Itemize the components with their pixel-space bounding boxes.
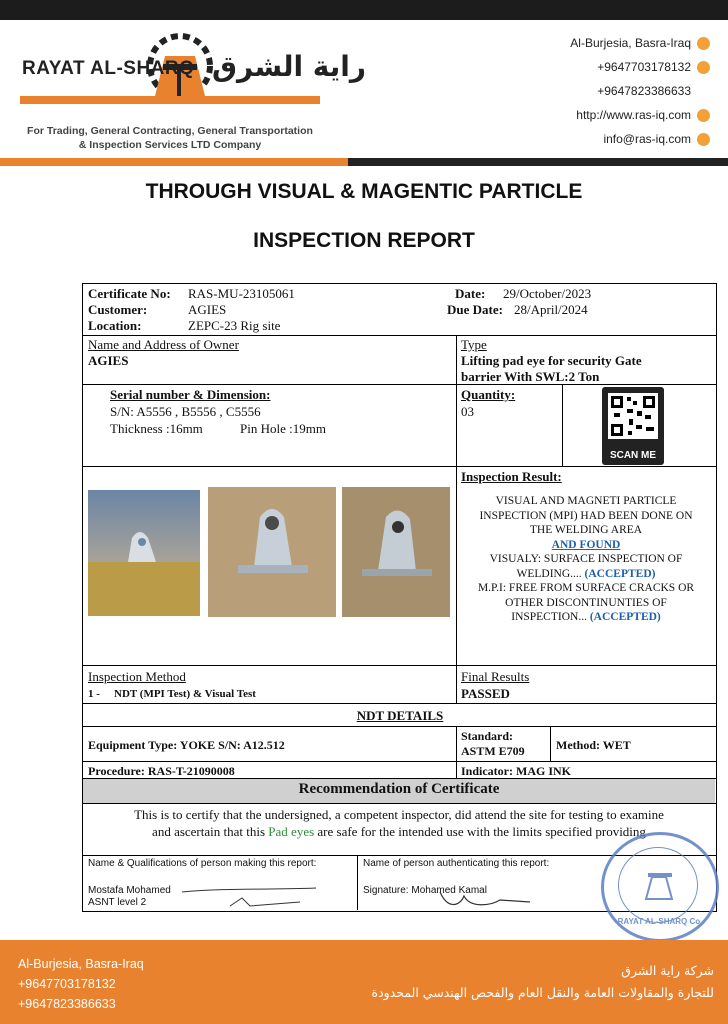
due-date-value: 28/April/2024	[514, 302, 588, 317]
contact-phone-1-text: +9647703178132	[597, 60, 691, 74]
accepted-badge: (ACCEPTED)	[589, 611, 661, 623]
footer-address: Al-Burjesia, Basra-Iraq	[18, 957, 144, 971]
authenticator-signature: Signature: Mohamed Kamal	[363, 885, 487, 896]
date-value: 29/October/2023	[503, 286, 592, 301]
footer-arabic-line-1: شركة راية الشرق	[621, 963, 714, 978]
company-tagline	[20, 124, 320, 152]
quantity-label: Quantity:	[461, 387, 516, 402]
inspection-method-label: Inspection Method	[88, 669, 186, 684]
type-value-line-2: barrier With SWL:2 Ton	[461, 369, 600, 384]
logo-english: RAYAT AL-SHARQ	[22, 58, 195, 79]
result-line: VISUAL AND MAGNETI PARTICLE	[495, 495, 677, 507]
inspector-signature-icon	[180, 884, 320, 910]
serial-label: Serial number & Dimension:	[110, 387, 271, 402]
mail-icon	[697, 133, 710, 146]
footer-phone-2: +9647823386633	[18, 997, 116, 1011]
column-divider	[357, 855, 358, 910]
recommendation-highlight: Pad eyes	[268, 824, 315, 839]
header-accent-bar	[0, 158, 348, 166]
header-dark-bar	[348, 158, 728, 166]
pin-hole-value: Pin Hole :19mm	[240, 421, 326, 436]
report-title-line-1: THROUGH VISUAL & MAGENTIC PARTICLE	[145, 180, 583, 203]
customer-value: AGIES	[188, 302, 227, 317]
globe-icon	[697, 109, 710, 122]
standard-value: ASTM E709	[461, 744, 525, 758]
column-divider	[456, 726, 457, 778]
tagline-line-1: For Trading, General Contracting, General Transportation	[27, 125, 313, 137]
recommendation-text	[83, 806, 715, 840]
date-label: Date:	[455, 286, 486, 301]
result-line: INSPECTION...	[511, 611, 590, 623]
qr-code[interactable]	[602, 387, 664, 465]
accepted-badge: (ACCEPTED)	[584, 567, 656, 580]
column-divider	[550, 726, 551, 761]
contact-email[interactable]	[603, 132, 710, 146]
owner-value: AGIES	[88, 353, 129, 368]
footer-phone-1: +9647703178132	[18, 977, 116, 991]
contact-phone-2	[597, 84, 691, 98]
photo-pad-eye-2	[208, 487, 336, 617]
customer-label: Customer:	[88, 302, 148, 317]
contact-website[interactable]	[576, 108, 710, 122]
footer-arabic	[372, 960, 714, 1004]
divider	[82, 803, 716, 804]
location-pin-icon	[697, 37, 710, 50]
contact-address-text: Al-Burjesia, Basra-Iraq	[570, 36, 691, 50]
divider	[82, 384, 716, 385]
column-divider	[456, 665, 457, 703]
inspection-result-text	[458, 494, 714, 625]
method-number: 1 -	[88, 688, 100, 700]
contact-address	[570, 36, 710, 50]
quantity-value: 03	[461, 404, 474, 419]
thickness-value: Thickness :16mm	[110, 421, 203, 436]
divider	[82, 335, 716, 336]
result-line: WELDING....	[516, 567, 585, 580]
column-divider	[562, 384, 563, 466]
divider	[82, 761, 716, 762]
contact-website-link[interactable]: http://www.ras-iq.com	[576, 108, 691, 122]
stamp-text: RAYAT AL-SHARQ Co.	[617, 917, 703, 926]
standard-label: Standard:	[461, 729, 514, 743]
type-label: Type	[461, 337, 487, 352]
qr-code-icon	[602, 387, 664, 445]
ndt-details-heading: NDT DETAILS	[356, 708, 444, 723]
owner-label: Name and Address of Owner	[88, 337, 239, 352]
recommendation-heading: Recommendation of Certificate	[298, 781, 500, 797]
serial-numbers: S/N: A5556 , B5556 , C5556	[110, 404, 261, 419]
phone-icon	[697, 61, 710, 74]
result-line: OTHER DISCONTINUNTIES OF	[505, 596, 667, 609]
photo-pad-eye-3	[342, 487, 450, 617]
result-line: M.P.I: FREE FROM SURFACE CRACKS OR	[477, 582, 695, 594]
indicator: Indicator: MAG INK	[461, 764, 571, 778]
equipment-type: Equipment Type: YOKE S/N: A12.512	[88, 738, 285, 752]
location-label: Location:	[88, 318, 142, 333]
footer-arabic-line-2: للتجارة والمقاولات العامة والنقل العام والفحص الهندسي المحدودة	[371, 985, 714, 1000]
recommendation-line-2a: and ascertain that this	[152, 824, 269, 839]
divider	[82, 726, 716, 727]
certificate-label: Certificate No:	[88, 286, 171, 301]
contact-phone-2-text: +9647823386633	[597, 84, 691, 98]
type-value-line-1: Lifting pad eye for security Gate	[461, 353, 642, 368]
procedure: Procedure: RAS-T-21090008	[88, 764, 235, 778]
qr-caption: SCAN ME	[609, 450, 657, 461]
contact-phone-1	[597, 60, 710, 74]
footer-contact	[18, 954, 144, 1014]
report-title-line-2: INSPECTION REPORT	[253, 229, 475, 252]
result-line: INSPECTION (MPI) HAD BEEN DONE ON	[479, 509, 693, 522]
column-divider	[456, 335, 457, 665]
authenticator-signature-icon	[420, 884, 540, 910]
stamp-pumpjack-icon	[640, 865, 678, 903]
inspector-name: Mostafa Mohamed	[88, 885, 171, 896]
inspection-method-value: NDT (MPI Test) & Visual Test	[114, 688, 256, 700]
signature-right-label: Name of person authenticating this report:	[363, 858, 550, 869]
inspector-level: ASNT level 2	[88, 897, 147, 908]
divider	[82, 466, 716, 467]
tagline-line-2: & Inspection Services LTD Company	[78, 139, 262, 151]
logo-arabic: راية الشرق	[212, 50, 367, 83]
inspection-result-label	[461, 469, 562, 485]
logo-underline	[20, 96, 320, 104]
ndt-method: Method: WET	[556, 738, 631, 752]
due-date-label: Due Date:	[447, 302, 503, 317]
location-value: ZEPC-23 Rig site	[188, 318, 281, 333]
result-line: THE WELDING AREA	[529, 524, 643, 536]
final-results-value: PASSED	[461, 686, 510, 701]
recommendation-line-1: This is to certify that the undersigned, a competent inspector, did attend the site for testing to examine	[134, 807, 664, 822]
divider	[82, 703, 716, 704]
divider	[82, 665, 716, 666]
company-stamp	[601, 832, 719, 942]
recommendation-line-2b: are safe for the intended use with the limits specified providing	[314, 824, 646, 839]
signature-left-label: Name & Qualifications of person making this report:	[88, 858, 317, 869]
result-line: VISUALY: SURFACE INSPECTION OF	[489, 553, 683, 565]
result-found: AND FOUND	[551, 538, 621, 551]
contact-email-link[interactable]: info@ras-iq.com	[603, 132, 691, 146]
top-bar	[0, 0, 728, 20]
inspection-result-label-text: Inspection Result:	[461, 469, 562, 484]
photo-pad-eye-1	[88, 490, 200, 616]
certificate-value: RAS-MU-23105061	[188, 286, 295, 301]
final-results-label: Final Results	[461, 669, 530, 684]
